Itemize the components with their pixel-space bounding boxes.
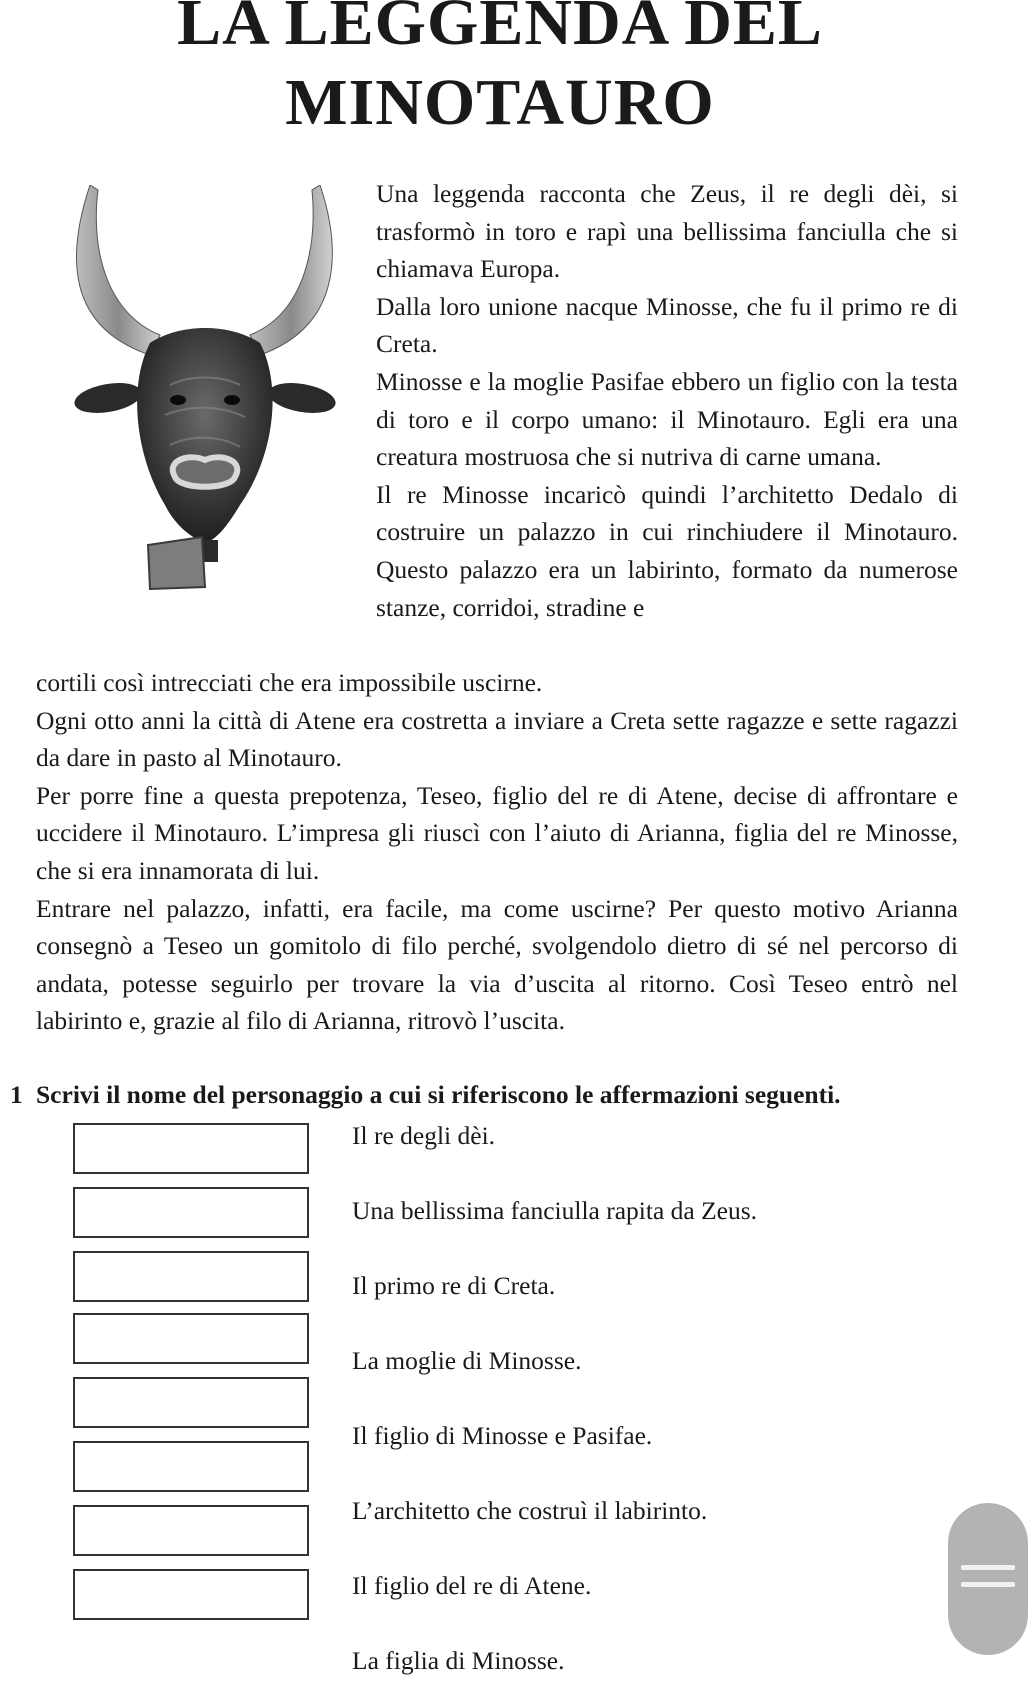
statement: Il re degli dèi. (352, 1121, 496, 1150)
statement: Una bellissima fanciulla rapita da Zeus. (352, 1196, 758, 1225)
statement: Il figlio del re di Atene. (352, 1571, 592, 1600)
statement: La figlia di Minosse. (352, 1646, 565, 1675)
answer-box[interactable] (73, 1505, 309, 1556)
story-paragraph: cortili così intrecciati che era impossibile uscirne. (36, 668, 543, 697)
intro-paragraph: Minosse e la moglie Pasifae ebbero un figlio con la testa di toro e il corpo umano: il Minotauro. Egli era una creatura mostruosa che si nutriva di carne umana. (376, 366, 958, 472)
statement: La moglie di Minosse. (352, 1346, 582, 1375)
story-paragraph: Per porre fine a questa prepotenza, Teseo, figlio del re di Atene, decise di affrontare e uccidere il Minotauro. L’impresa gli riuscì con l’aiuto di Arianna, figlia del re Minosse, che si era innamorata di lui. (36, 780, 958, 885)
scroll-handle-button[interactable] (948, 1503, 1028, 1655)
story-paragraph: Entrare nel palazzo, infatti, era facile, ma come uscirne? Per questo motivo Arianna consegnò a Teseo un gomitolo di filo perché, svolgendolo dietro di sé nel percorso di andata, potesse seguirlo per trovare la via d’uscita al ritorno. Così Teseo entrò nel labirinto e, grazie al filo di Arianna, ritrovò l’uscita. (36, 893, 958, 1036)
answer-box[interactable] (73, 1377, 309, 1428)
exercise-number: 1 (10, 1080, 23, 1109)
statement: L’architetto che costruì il labirinto. (352, 1496, 708, 1525)
bull-head-icon (70, 185, 340, 625)
answer-box[interactable] (73, 1187, 309, 1238)
intro-paragraph: Una leggenda racconta che Zeus, il re degli dèi, si trasformò in toro e rapì una bellissima fanciulla che si chiamava Europa. (376, 179, 958, 284)
answer-box[interactable] (73, 1441, 309, 1492)
story-paragraph: Ogni otto anni la città di Atene era costretta a inviare a Creta sette ragazze e sette ragazzi da dare in pasto al Minotauro. (36, 705, 958, 773)
intro-text (376, 175, 958, 626)
exercise-heading (10, 1080, 841, 1110)
page-title-line-2: MINOTAURO (285, 66, 715, 139)
page-title-line-1: LA LEGGENDA DEL (177, 0, 823, 59)
answer-box[interactable] (73, 1569, 309, 1620)
story-text (36, 664, 958, 1040)
statement: Il primo re di Creta. (352, 1271, 556, 1300)
answer-box[interactable] (73, 1123, 309, 1174)
intro-paragraph: Dalla loro unione nacque Minosse, che fu il primo re di Creta. (376, 291, 958, 359)
answer-box[interactable] (73, 1313, 309, 1364)
answer-box[interactable] (73, 1251, 309, 1302)
statement: Il figlio di Minosse e Pasifae. (352, 1421, 653, 1450)
exercise-instruction: Scrivi il nome del personaggio a cui si riferiscono le affermazioni seguenti. (36, 1080, 841, 1109)
intro-paragraph: Il re Minosse incaricò quindi l’architetto Dedalo di costruire un palazzo in cui rinchiudere il Minotauro. Questo palazzo era un labirinto, formato da numerose stanze, corridoi, stradine e (376, 479, 958, 622)
